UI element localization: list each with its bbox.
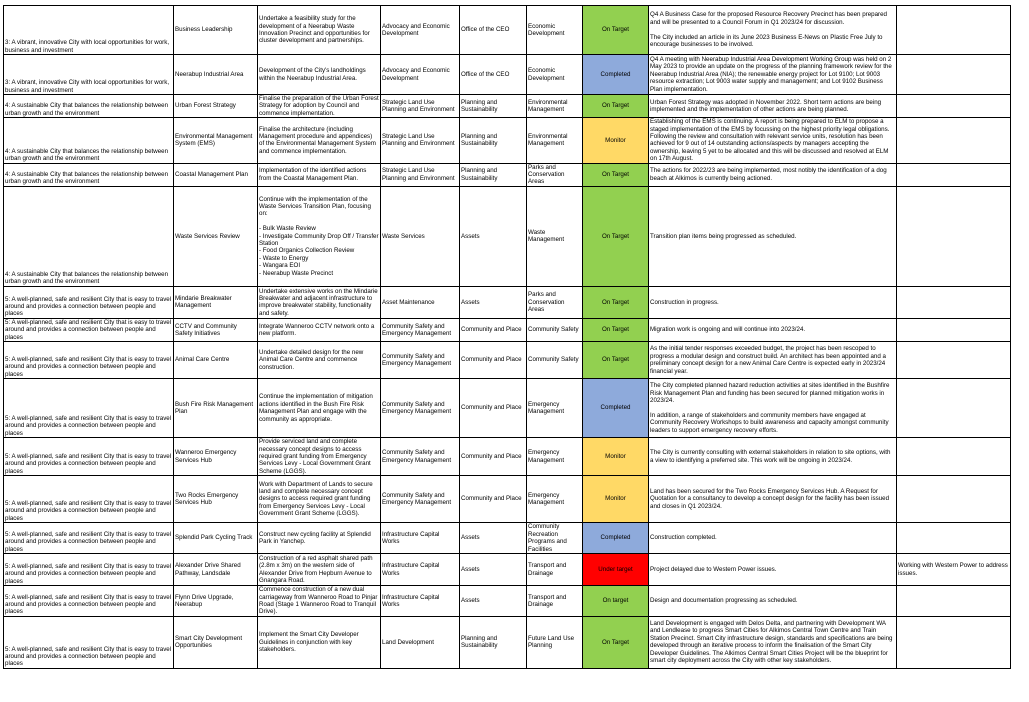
service-cell: Community Safety	[527, 342, 583, 379]
comment-cell: Construction completed.	[649, 523, 897, 554]
comment-cell: Q4 A meeting with Neerabup Industrial Area Development Working Group was held on 2 May 2023 to provide an update on the progress of the planning framework review for the Neerabup Industrial Area (NIA); the renewable energy project for Lot 9100; Lot 9003 resource extraction; Lot 9003 water supply and management; and Lot 9102 Business Plan implementation.	[649, 55, 897, 95]
service-cell: Economic Development	[527, 55, 583, 95]
comment-cell: Establishing of the EMS is continuing. A report is being prepared to ELM to propose a staged implementation of the EMS by focussing on the highest priority legal obligations. Following the review and consultation with relevant service units, resolution has been achieved for 9 out of 14 outstanding actions/aspects by managers accepting the ownership, leaving 5 yet to be allocated and this will be discussed and resolved at ELM on 17th August.	[649, 118, 897, 163]
comment-cell: Migration work is ongoing and will continue into 2023/24.	[649, 318, 897, 341]
comment-cell: Urban Forest Strategy was adopted in November 2022. Short term actions are being implemented and the implementation of other actions are being planned.	[649, 95, 897, 118]
service-cell: Parks and Conservation Areas	[527, 163, 583, 186]
action-cell: Development of the City's landholdings within the Neerabup Industrial Area.	[258, 55, 381, 95]
service-unit-cell: Community Safety and Emergency Management	[381, 438, 460, 476]
project-cell: Splendid Park Cycling Track	[174, 523, 258, 554]
project-cell: Wanneroo Emergency Services Hub	[174, 438, 258, 476]
directorate-cell: Planning and Sustainability	[460, 163, 527, 186]
project-cell: Flynn Drive Upgrade, Neerabup	[174, 586, 258, 617]
service-cell: Emergency Management	[527, 379, 583, 438]
service-cell: Future Land Use Planning	[527, 616, 583, 668]
directorate-cell: Assets	[460, 586, 527, 617]
service-cell: Community Recreation Programs and Facilities	[527, 523, 583, 554]
table-row	[4, 379, 1011, 438]
comment-cell: Land Development is engaged with Delos Delta, and partnering with Development WA and Lendlease to progress Smart Cities for Alkimos Central Town Centre and Train Station Precinct. Smart City infrastructure design, standards and specifications are being developed through an iterative process to inform the finalisation of the Smart City Developer Guidelines. The Alkimos Central Smart Cities Project will be the blueprint for smart city deployment across the City with other key stakeholders.	[649, 616, 897, 668]
table-row	[4, 342, 1011, 379]
comment-cell: Design and documentation progressing as scheduled.	[649, 586, 897, 617]
directorate-cell: Assets	[460, 186, 527, 286]
service-unit-cell: Infrastructure Capital Works	[381, 554, 460, 586]
action-cell: Integrate Wanneroo CCTV network onto a new platform.	[258, 318, 381, 341]
comment-cell: Transition plan items being progressed as scheduled.	[649, 186, 897, 286]
service-cell: Transport and Drainage	[527, 586, 583, 617]
status-cell: On Target	[583, 163, 649, 186]
service-cell: Environmental Management	[527, 118, 583, 163]
service-unit-cell: Infrastructure Capital Works	[381, 523, 460, 554]
project-cell: Alexander Drive Shared Pathway, Landsdale	[174, 554, 258, 586]
status-cell: Monitor	[583, 438, 649, 476]
note-cell: Working with Western Power to address issues.	[897, 554, 1011, 586]
goal-cell: 3: A vibrant, innovative City with local opportunities for work, business and investment	[4, 6, 174, 55]
service-unit-cell: Community Safety and Emergency Management	[381, 342, 460, 379]
table-row	[4, 616, 1011, 668]
project-cell: Smart City Development Opportunities	[174, 616, 258, 668]
project-cell: Environmental Management System (EMS)	[174, 118, 258, 163]
status-cell: On Target	[583, 6, 649, 55]
directorate-cell: Community and Place	[460, 438, 527, 476]
goal-cell: 5: A well-planned, safe and resilient City that is easy to travel around and provides a connection between people and places	[4, 476, 174, 523]
comment-cell: Construction in progress.	[649, 286, 897, 318]
goal-cell: 4: A sustainable City that balances the relationship between urban growth and the environment	[4, 118, 174, 163]
table-row	[4, 286, 1011, 318]
service-unit-cell: Advocacy and Economic Development	[381, 55, 460, 95]
note-cell	[897, 163, 1011, 186]
goal-cell: 4: A sustainable City that balances the relationship between urban growth and the environment	[4, 163, 174, 186]
comment-cell: Q4 A Business Case for the proposed Resource Recovery Precinct has been prepared and will be presented to a Council Forum in Q1 2023/24 for discussion. The City included an article in its June 2023 Business E-News on Plastic Free July to encourage businesses to be involved.	[649, 6, 897, 55]
project-cell: Two Rocks Emergency Services Hub	[174, 476, 258, 523]
status-cell: On Target	[583, 342, 649, 379]
service-cell: Waste Management	[527, 186, 583, 286]
table-row	[4, 523, 1011, 554]
service-unit-cell: Advocacy and Economic Development	[381, 6, 460, 55]
note-cell	[897, 286, 1011, 318]
directorate-cell: Community and Place	[460, 379, 527, 438]
status-cell: Completed	[583, 55, 649, 95]
project-cell: Neerabup Industrial Area	[174, 55, 258, 95]
note-cell	[897, 586, 1011, 617]
note-cell	[897, 476, 1011, 523]
table-row	[4, 438, 1011, 476]
service-cell: Economic Development	[527, 6, 583, 55]
directorate-cell: Community and Place	[460, 476, 527, 523]
action-cell: Undertake detailed design for the new Animal Care Centre and commence construction.	[258, 342, 381, 379]
status-cell: Monitor	[583, 118, 649, 163]
status-cell: On Target	[583, 616, 649, 668]
project-cell: Business Leadership	[174, 6, 258, 55]
service-unit-cell: Infrastructure Capital Works	[381, 586, 460, 617]
service-cell: Transport and Drainage	[527, 554, 583, 586]
action-cell: Continue with the implementation of the Waste Services Transition Plan, focusing on: - Bulk Waste Review - Investigate Community Drop Off / Transfer Station - Food Organics Collection Review - Waste to Energy - Wangara EOI - Neerabup Waste Precinct	[258, 186, 381, 286]
table-row	[4, 554, 1011, 586]
goal-cell: 5: A well-planned, safe and resilient City that is easy to travel around and provides a connection between people and places	[4, 616, 174, 668]
note-cell	[897, 342, 1011, 379]
directorate-cell: Assets	[460, 286, 527, 318]
project-cell: Mindarie Breakwater Management	[174, 286, 258, 318]
status-cell: On target	[583, 586, 649, 617]
directorate-cell: Assets	[460, 554, 527, 586]
note-cell	[897, 438, 1011, 476]
comment-cell: As the initial tender responses exceeded budget, the project has been rescoped to progress a modular design and construct build. An architect has been appointed and a preliminary concept design for a new Animal Care Centre is expected early in 2023/24 financial year.	[649, 342, 897, 379]
comment-cell: The actions for 2022/23 are being implemented, most notibly the identification of a dog beach at Alkimos is currently being actioned.	[649, 163, 897, 186]
service-unit-cell: Asset Maintenance	[381, 286, 460, 318]
directorate-cell: Office of the CEO	[460, 6, 527, 55]
service-cell: Environmental Management	[527, 95, 583, 118]
service-unit-cell: Community Safety and Emergency Management	[381, 379, 460, 438]
project-cell: Bush Fire Risk Management Plan	[174, 379, 258, 438]
note-cell	[897, 55, 1011, 95]
goal-cell: 5: A well-planned, safe and resilient City that is easy to travel around and provides a connection between people and places	[4, 286, 174, 318]
service-unit-cell: Strategic Land Use Planning and Environment	[381, 118, 460, 163]
goal-cell: 5: A well-planned, safe and resilient City that is easy to travel around and provides a connection between people and places	[4, 438, 174, 476]
action-cell: Undertake extensive works on the Mindarie Breakwater and adjacent infrastructure to improve breakwater stability, functionality and safety.	[258, 286, 381, 318]
goal-cell: 5: A well-planned, safe and resilient City that is easy to travel around and provides a connection between people and places	[4, 523, 174, 554]
note-cell	[897, 186, 1011, 286]
comment-cell: Land has been secured for the Two Rocks Emergency Services Hub. A Request for Quotation for a consultancy to develop a concept design for the facility has been issued and closes in Q1 2023/24.	[649, 476, 897, 523]
note-cell	[897, 318, 1011, 341]
goal-cell: 5: A well-planned, safe and resilient City that is easy to travel around and provides a connection between people and places	[4, 379, 174, 438]
comment-cell: The City is currently consulting with external stakeholders in relation to site options, with a view to identifying a preferred site. This work will be ongoing in 2023/24.	[649, 438, 897, 476]
action-cell: Finalise the architecture (including Management procedure and appendices) of the Environmental Management System and commence implementation.	[258, 118, 381, 163]
table-row	[4, 318, 1011, 341]
action-cell: Work with Department of Lands to secure land and complete necessary concept designs to access required grant funding from Emergency Services Levy - Local Government Grant Scheme (LGGS).	[258, 476, 381, 523]
service-unit-cell: Land Development	[381, 616, 460, 668]
directorate-cell: Office of the CEO	[460, 55, 527, 95]
table-row	[4, 118, 1011, 163]
status-cell: Monitor	[583, 476, 649, 523]
note-cell	[897, 379, 1011, 438]
status-cell: Completed	[583, 379, 649, 438]
goal-cell: 5: A well-planned, safe and resilient City that is easy to travel around and provides a connection between people and places	[4, 554, 174, 586]
project-cell: CCTV and Community Safety Initiatives	[174, 318, 258, 341]
service-unit-cell: Community Safety and Emergency Management	[381, 318, 460, 341]
goal-cell: 5: A well-planned, safe and resilient City that is easy to travel around and provides a connection between people and places	[4, 318, 174, 341]
status-cell: Under target	[583, 554, 649, 586]
table-row	[4, 476, 1011, 523]
table-row	[4, 55, 1011, 95]
directorate-cell: Planning and Sustainability	[460, 118, 527, 163]
directorate-cell: Planning and Sustainability	[460, 95, 527, 118]
service-unit-cell: Strategic Land Use Planning and Environment	[381, 95, 460, 118]
directorate-cell: Assets	[460, 523, 527, 554]
goal-cell: 3: A vibrant, innovative City with local opportunities for work, business and investment	[4, 55, 174, 95]
service-unit-cell: Waste Services	[381, 186, 460, 286]
service-unit-cell: Community Safety and Emergency Management	[381, 476, 460, 523]
service-cell: Community Safety	[527, 318, 583, 341]
comment-cell: Project delayed due to Western Power issues.	[649, 554, 897, 586]
goal-cell: 5: A well-planned, safe and resilient City that is easy to travel around and provides a connection between people and places	[4, 586, 174, 617]
report-body	[4, 6, 1011, 669]
action-cell: Construction of a red asphalt shared path (2.8m x 3m) on the western side of Alexander Drive from Hepburn Avenue to Gnangara Road.	[258, 554, 381, 586]
table-row	[4, 186, 1011, 286]
table-row	[4, 6, 1011, 55]
directorate-cell: Planning and Sustainability	[460, 616, 527, 668]
action-cell: Implementation of the identified actions from the Coastal Management Plan.	[258, 163, 381, 186]
goal-cell: 4: A sustainable City that balances the relationship between urban growth and the environment	[4, 186, 174, 286]
table-row	[4, 163, 1011, 186]
comment-cell: The City completed planned hazard reduction activities at sites identified in the Bushfire Risk Management Plan and funding has been secured for planned mitigation works in 2023/24. In addition, a range of stakeholders and community members have engaged at Community Recovery Workshops to build awareness and capacity amongst community leaders to support emergency recovery efforts.	[649, 379, 897, 438]
status-cell: On Target	[583, 318, 649, 341]
action-cell: Finalise the preparation of the Urban Forest Strategy for adoption by Council and commence implementation.	[259, 95, 379, 117]
goal-cell: 4: A sustainable City that balances the relationship between urban growth and the environment	[4, 95, 174, 118]
service-cell: Parks and Conservation Areas	[527, 286, 583, 318]
project-cell: Animal Care Centre	[174, 342, 258, 379]
note-cell	[897, 118, 1011, 163]
project-cell: Coastal Management Plan	[174, 163, 258, 186]
note-cell	[897, 95, 1011, 118]
status-cell: On Target	[583, 186, 649, 286]
project-cell: Waste Services Review	[174, 186, 258, 286]
service-cell: Emergency Management	[527, 476, 583, 523]
action-cell: Implement the Smart City Developer Guidelines in conjunction with key stakeholders.	[258, 616, 381, 668]
action-cell: Continue the implementation of mitigation actions identified in the Bush Fire Risk Management Plan and engage with the community as appropriate.	[258, 379, 381, 438]
action-cell: Provide serviced land and complete necessary concept designs to access required grant funding from Emergency Services Levy - Local Government Grant Scheme (LGGS).	[258, 438, 381, 476]
action-cell: Commence construction of a new dual carriageway from Wanneroo Road to Pinjar Road (Stage 1 Wanneroo Road to Tranquil Drive).	[258, 586, 381, 617]
project-cell: Urban Forest Strategy	[174, 95, 258, 118]
status-cell: On Target	[583, 286, 649, 318]
note-cell	[897, 6, 1011, 55]
table-row	[4, 95, 1011, 118]
directorate-cell: Community and Place	[460, 318, 527, 341]
status-cell: Completed	[583, 523, 649, 554]
status-cell: On Target	[583, 95, 649, 118]
note-cell	[897, 616, 1011, 668]
progress-report-table	[3, 5, 1011, 669]
goal-cell: 5: A well-planned, safe and resilient City that is easy to travel around and provides a connection between people and places	[4, 342, 174, 379]
service-unit-cell: Strategic Land Use Planning and Environment	[381, 163, 460, 186]
table-row	[4, 586, 1011, 617]
note-cell	[897, 523, 1011, 554]
action-cell: Undertake a feasibility study for the development of a Neerabup Waste Innovation Precinct and opportunities for cluster development and partnerships.	[258, 6, 381, 55]
service-cell: Emergency Management	[527, 438, 583, 476]
directorate-cell: Community and Place	[460, 342, 527, 379]
action-cell: Construct new cycling facility at Splendid Park in Yanchep.	[258, 523, 381, 554]
